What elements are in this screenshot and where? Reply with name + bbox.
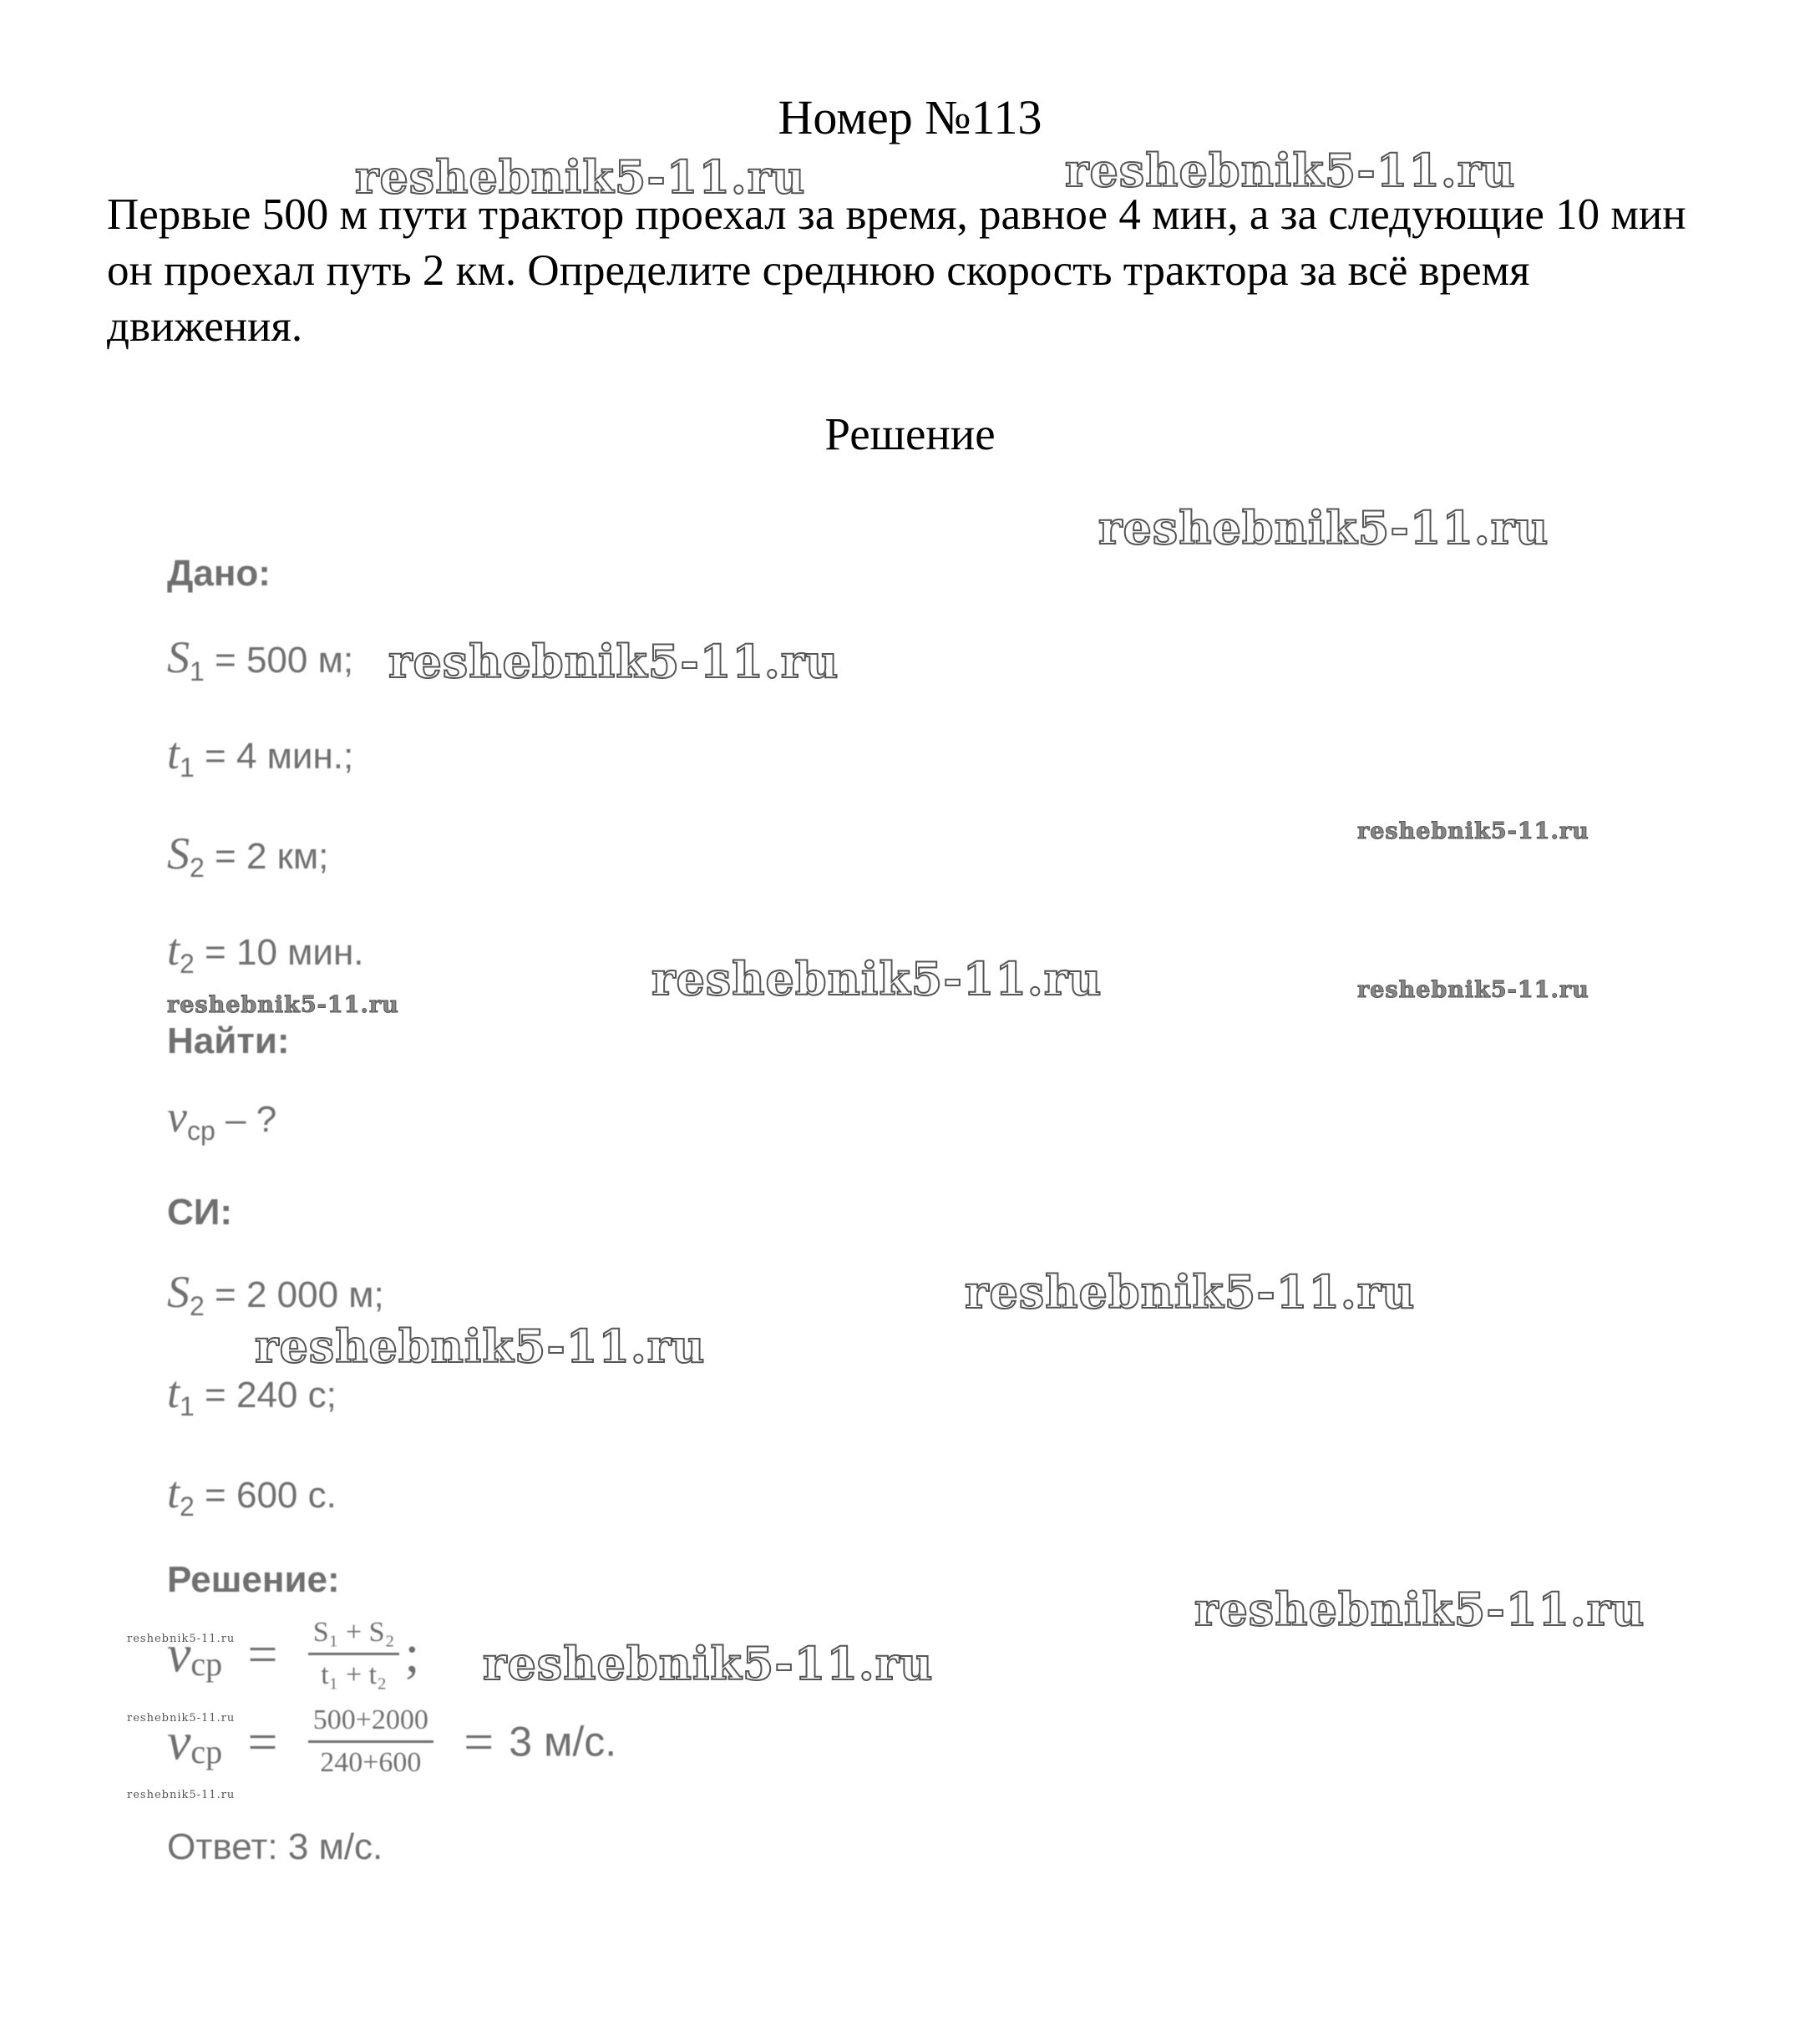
given-s2: $S_2 = 2$ км; — [167, 828, 329, 883]
find-heading: Найти: — [167, 1021, 290, 1061]
watermark: reshebnik5-11.ru — [127, 1633, 236, 1645]
watermark: reshebnik5-11.ru — [1194, 1583, 1645, 1636]
si-t2: $t_2 = 600$ с. — [167, 1467, 337, 1522]
formula-general-fraction: $\frac{\text{S₁ + S₂}}{\text{t₁ + t₂}}$ — [308, 1616, 400, 1692]
solution-heading: Решение — [824, 408, 996, 459]
watermark: reshebnik5-11.ru — [1098, 501, 1549, 555]
watermark: reshebnik5-11.ru — [651, 952, 1103, 1005]
watermark: reshebnik5-11.ru — [388, 635, 839, 688]
watermark: reshebnik5-11.ru — [483, 1637, 934, 1690]
problem-text: Первые 500 м пути трактор проехал за время, равное 4 мин, а за следующие 10 мин он проехал путь 2 км. Определите среднюю скорость трактора за всё время движения. — [107, 190, 1686, 351]
watermark: reshebnik5-11.ru — [255, 1319, 706, 1373]
formula-general: vср = $\frac{\text{S₁ + S₂}}{\text{t₁ + t₂}}$ ; — [167, 1617, 420, 1690]
solution-subheading: Решение: — [167, 1559, 340, 1600]
given-t2: $t_2 = 10$ мин. — [167, 924, 364, 979]
given-heading: Дано: — [167, 553, 271, 594]
formula-numeric-fraction: $\frac{500+2000}{240+600}$ — [308, 1704, 433, 1780]
watermark: reshebnik5-11.ru — [1357, 977, 1589, 1003]
si-s2: $S_2 = 2$ 000 м; — [167, 1267, 384, 1321]
find-vcp: $v_{ср}$ – ? — [167, 1091, 277, 1146]
watermark: reshebnik5-11.ru — [965, 1265, 1416, 1319]
page-title: Номер №113 — [778, 90, 1042, 144]
watermark: reshebnik5-11.ru — [127, 1712, 236, 1725]
answer-line: Ответ: 3 м/с. — [167, 1826, 383, 1867]
given-t1: $t_1 = 4$ мин.; — [167, 728, 354, 783]
given-s1: $S_1 = 500$ м; — [167, 632, 354, 686]
si-t1: $t_1 = 240$ с; — [167, 1367, 337, 1421]
watermark: reshebnik5-11.ru — [1357, 818, 1589, 844]
watermark: reshebnik5-11.ru — [355, 150, 806, 204]
watermark: reshebnik5-11.ru — [1065, 144, 1516, 197]
formula-numeric: vср = $\frac{500+2000}{240+600}$ = 3 м/с. — [167, 1704, 617, 1778]
watermark: reshebnik5-11.ru — [127, 1789, 236, 1801]
si-heading: СИ: — [167, 1192, 233, 1233]
watermark: reshebnik5-11.ru — [167, 992, 399, 1018]
